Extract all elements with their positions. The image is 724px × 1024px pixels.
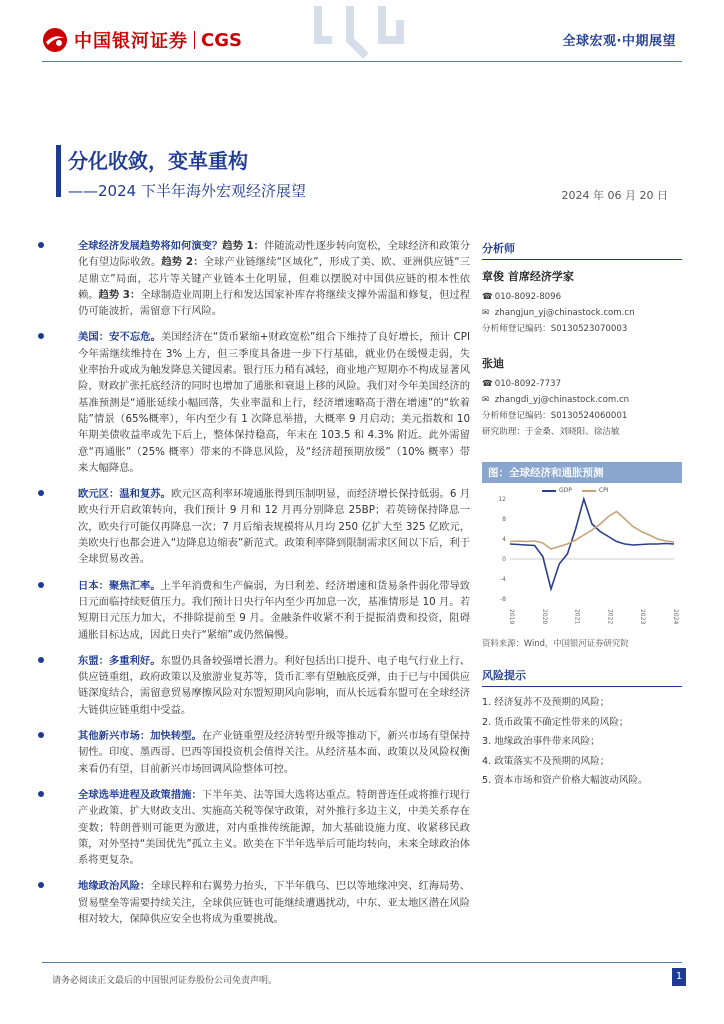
email-icon: ✉: [482, 308, 490, 318]
report-title: 分化收敛，变革重构: [68, 149, 248, 173]
paragraph-segment: 上半年消费和生产偏弱，为日利差、经济增速和货易条件弱化带导致日元面临持续贬值压力。我们预计日央行年内至少再加息一次，基准情形是 10 月。若短期日元压力加大，不排除提前至 9 月。金融条件收紧不利于提振消费和投资，阻碍通胀目标达成，因此日央行“紧缩”或仍然偏慢。: [78, 579, 470, 641]
paragraph-text: [52, 728, 470, 777]
body-paragraph: [52, 329, 470, 476]
body-paragraph: [52, 578, 470, 643]
figure-label: 图：: [488, 467, 509, 479]
bullet-dot-icon: [38, 333, 44, 339]
risk-item: 1. 经济复苏不及预期的风险；: [482, 697, 610, 708]
paragraph-keyword: 趋势 3：: [98, 288, 141, 301]
page-number: 1: [672, 968, 686, 986]
x-tick-label: 2023: [639, 609, 647, 625]
paragraph-keyword: 趋势 2：: [161, 256, 204, 269]
paragraph-segment: 东盟仍具备较强增长潜力。利好包括出口提升、电子电气行业上行、供应链重组，政府政策以及旅游业复苏等，货币汇率有望触底反弹，由于已与中国供应链深度结合，需留意贸易摩擦风险对东盟短期风向影响，而从长远看东盟可在全球经济大链供应链重组中受益。: [78, 654, 470, 716]
paragraph-segment: 全球产业链继续“区域化”，形成了美、欧、亚洲供应链“三足鼎立”局面，芯片等关键产业链本土化明显，但难以摆脱对中国供应链的根本性依赖。: [78, 256, 470, 301]
body-paragraph: [52, 486, 470, 567]
paragraph-text: [52, 329, 470, 476]
paragraph-lead: 日本：聚焦汇率。: [78, 579, 161, 592]
report-type: 全球宏观·中期展望: [562, 34, 676, 49]
brand-separator: [194, 31, 195, 49]
report-date: 2024 年 06 月 20 日: [561, 189, 668, 202]
paragraph-segment: 全球民粹和右翼势力抬头，下半年俄乌、巴以等地缘冲突、红海局势、贸易壁垒等需要持续关注，全球供应链也可能继续遭遇扰动，中东、亚太地区潜在风险相对较大，保障供应安全也将成为重要挑战。: [78, 880, 471, 925]
analyst-name: 张迪: [482, 357, 504, 370]
page-header: [0, 0, 724, 80]
paragraph-segment: 下半年美、法等国大选将达重点。特朗普连任或将推行现行产业政策、扩大财政支出、实施高关税等保守政策，对外推行多边主义，中美关系存在变数；特朗普则可能更为激进，对内重推传统能源，加大基础设施力度、收紧移民政策，对外坚持“美国优先”孤立主义。欧美在下半年选举后可能均转向，未来全球政治体系将更复杂。: [78, 788, 471, 867]
analyst-name: 章俊 首席经济学家: [482, 270, 574, 283]
risk-list: [482, 693, 682, 791]
header-watermark-icon: [310, 0, 420, 62]
analyst-heading: 分析师: [482, 240, 682, 260]
paragraph-text: [52, 486, 470, 567]
risk-item: 5. 资本市场和资产价格大幅波动风险。: [482, 775, 648, 786]
paragraph-text: [52, 653, 470, 718]
series-line-gdp: [510, 499, 674, 589]
risk-heading: 风险提示: [482, 667, 682, 687]
bullet-dot-icon: [38, 242, 44, 248]
analyst-email[interactable]: ✉ zhangdi_yj@chinastock.com.cn: [482, 392, 682, 408]
paragraph-segment: 伴随流动性逐步转向宽松，全球经济和政策分化有望边际收敛。: [78, 240, 471, 269]
paragraph-text: [52, 238, 470, 319]
brand-name-en: CGS: [201, 29, 242, 51]
phone-icon: ☎: [482, 379, 493, 389]
y-tick-label: -8: [500, 596, 506, 603]
legend-item: GDP: [542, 487, 572, 494]
analyst-phone: ☎ 010-8092-7737: [482, 376, 682, 392]
body-paragraph: [52, 787, 470, 868]
analyst-phone: ☎ 010-8092-8096: [482, 289, 682, 305]
bullet-dot-icon: [38, 791, 44, 797]
chart-plot: [482, 483, 682, 635]
paragraph-text: [52, 787, 470, 868]
bullet-dot-icon: [38, 732, 44, 738]
x-tick-label: 2019: [508, 609, 515, 625]
paragraph-lead: 其他新兴市场：加快转型。: [78, 730, 202, 743]
analyst-card: [482, 355, 682, 440]
y-tick-label: 0: [502, 556, 506, 563]
x-tick-label: 2020: [540, 609, 548, 625]
paragraph-segment: 美国经济在“货币紧缩+财政宽松”组合下维持了良好增长，预计 CPI 今年需继续维持在 3% 上方，但三季度具备进一步下行基础，就业仍在缓慢走弱，失业率抬升或成为触发降息关键因素。银行压力稍有减轻，商业地产短期亦不构成显著风险，财政扩张托底经济的同时也增加了通胀和衰退上移的风险。我们对今年美国经济的基准预测是“通胀延续小幅回落，失业率温和上行，经济增速略高于潜在增速”的“软着陆”情景（65%概率），年内至少有 1 次降息举措，大概率 9 月启动；美元指数和 10 年期美债收益率或先下后上，整体保持稳高，年末在 103.5 和 4.3% 附近。此外需留意“再通胀”（25% 概率）带来的不降息风险，及“经济超预期放缓”（10% 概率）带来大幅降息。: [78, 331, 470, 474]
paragraph-lead: 美国：安不忘危。: [78, 331, 161, 344]
paragraph-text: [52, 878, 470, 927]
body-paragraph: [52, 238, 470, 319]
analyst-license: 分析师登记编码：S0130523070003: [482, 324, 628, 334]
risk-item: 4. 政策落实不及预期的风险；: [482, 755, 610, 767]
x-tick-label: 2022: [606, 609, 614, 625]
paragraph-lead: 地缘政治风险：: [78, 880, 151, 893]
report-subtitle: ——2024 下半年海外宏观经济展望: [68, 182, 306, 200]
forecast-chart: [482, 483, 682, 635]
body-paragraph: [52, 728, 470, 777]
chart-legend: [542, 487, 608, 494]
paragraph-segment: 欧元区高利率环境通胀得到压制明显，而经济增长保持低弱。6 月欧央行开启政策转向，我们预计 9 月和 12 月再分别降息 25BP；若英镑保持降息一次，欧央行可能仅再降息一次；7 月后缩表规模将从月均 250 亿扩大至 325 亿欧元，美欧央行也都会进入“边降息边缩表”新范式。政策利率降到限制需求区间以下后，利于全球贸易改善。: [78, 488, 471, 566]
brand-logo: [42, 26, 242, 54]
email-icon: ✉: [482, 395, 490, 405]
x-tick-label: 2024: [672, 609, 679, 625]
bullet-dot-icon: [38, 657, 44, 663]
paragraph-lead: 全球选举进程及政策措施：: [78, 788, 202, 801]
spacer: [482, 337, 682, 351]
x-tick-label: 2021: [573, 609, 581, 625]
paragraph-lead: 欧元区：温和复苏。: [78, 488, 171, 501]
header-divider: [42, 61, 682, 62]
bullet-dot-icon: [38, 882, 44, 888]
risk-item: 3. 地缘政治事件带来风险；: [482, 736, 600, 747]
galaxy-logo-icon: [42, 27, 68, 53]
figure-source: 资料来源：Wind，中国银河证券研究院: [482, 638, 629, 648]
figure-title: 全球经济和通胀预测: [509, 467, 604, 479]
footer-divider: [42, 962, 682, 963]
legend-swatch: [582, 490, 596, 492]
legend-swatch: [542, 490, 556, 492]
analyst-email[interactable]: ✉ zhangjun_yj@chinastock.com.cn: [482, 305, 682, 321]
body-paragraph: [52, 653, 470, 718]
body-paragraph: [52, 878, 470, 927]
disclaimer-note: 请务必阅读正文最后的中国银河证券股份公司免责声明。: [52, 976, 278, 986]
paragraph-lead: 东盟：多重利好。: [78, 654, 161, 667]
paragraph-lead: 全球经济发展趋势将如何演变？: [78, 240, 223, 252]
figure-heading: [482, 462, 682, 483]
y-tick-label: 4: [502, 536, 506, 543]
y-tick-label: 12: [498, 496, 506, 503]
legend-item: CPI: [582, 487, 609, 494]
paragraph-text: [52, 578, 470, 643]
paragraph-segment: 全球制造业周期上行和发达国家补库存将继续支撑外需温和修复，但过程仍可能波折，需留意下行风险。: [78, 288, 471, 318]
bullet-dot-icon: [38, 582, 44, 588]
y-tick-label: 8: [502, 516, 506, 523]
analyst-license: 分析师登记编码：S0130524060001: [482, 411, 628, 421]
sidebar: [482, 240, 682, 791]
title-accent-bar: [56, 145, 61, 197]
analyst-card: [482, 268, 682, 337]
phone-icon: ☎: [482, 292, 493, 302]
paragraph-segment: 在产业链重塑及经济转型升级等推动下，新兴市场有望保持韧性。印度、墨西哥、巴西等国投资机会值得关注。从经济基本面、政策以及风险权衡来看仍有望，目前新兴市场回调风险整体可控。: [78, 730, 471, 775]
risk-item: 2. 货币政策不确定性带来的风险；: [482, 716, 629, 728]
research-assistants: 研究助理：于金桑、刘晓阳、徐洁敏: [482, 427, 620, 437]
main-body: [52, 238, 470, 937]
paragraph-keyword: 趋势 1：: [222, 240, 264, 252]
brand-name-cn: 中国银河证券: [74, 31, 188, 52]
bullet-dot-icon: [38, 490, 44, 496]
y-tick-label: -4: [500, 576, 506, 583]
